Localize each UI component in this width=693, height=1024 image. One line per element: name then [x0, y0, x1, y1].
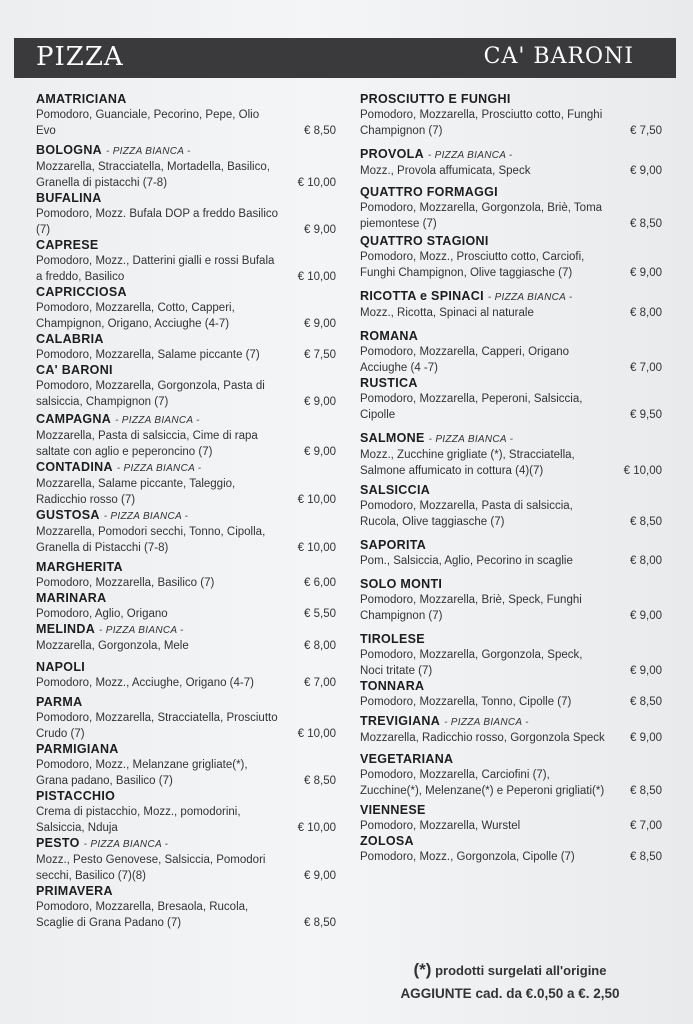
- menu-item: [36, 363, 336, 410]
- menu-item: [36, 591, 336, 622]
- frozen-star-marker: (*): [413, 960, 432, 979]
- item-description: Mozzarella, Stracciatella, Mortadella, Basilico, Granella di pistacchi (7-8): [36, 161, 270, 189]
- menu-item: [360, 483, 662, 530]
- frozen-note: [360, 960, 660, 980]
- item-price: € 10,00: [297, 542, 336, 554]
- item-description: Pomodoro, Mozzarella, Wurstel: [360, 820, 521, 832]
- pizza-bianca-tag: - PIZZA BIANCA -: [99, 625, 184, 636]
- item-name: SOLO MONTI: [360, 577, 443, 591]
- item-name-line: [36, 508, 336, 524]
- item-price: € 9,00: [304, 446, 336, 458]
- menu-item: [360, 752, 662, 799]
- item-description: Pomodoro, Mozz., Melanzane grigliate(*), Grana padano, Basilico (7): [36, 759, 248, 787]
- menu-item: [36, 285, 336, 332]
- item-description: Pomodoro, Mozzarella, Carciofini (7), Zucchine(*), Melenzane(*) e Peperoni grigliati(*): [360, 769, 605, 797]
- menu-item: [360, 147, 662, 179]
- item-name-line: [36, 460, 336, 476]
- item-name-line: [360, 483, 662, 498]
- item-description: Pomodoro, Mozz., Gorgonzola, Cipolle (7): [360, 851, 575, 863]
- item-description: Mozzarella, Radicchio rosso, Gorgonzola Speck: [360, 732, 605, 744]
- item-description: Pomodoro, Mozzarella, Capperi, Origano Acciughe (4 -7): [360, 346, 570, 374]
- item-description: Pomodoro, Mozzarella, Gorgonzola, Briè, Toma piemontese (7): [360, 202, 603, 230]
- item-price: € 7,00: [630, 362, 662, 374]
- item-name: CAPRESE: [36, 238, 99, 252]
- item-description: Pomodoro, Mozz. Bufala DOP a freddo Basilico (7): [36, 208, 279, 236]
- menu-item: [36, 560, 336, 591]
- item-description: Pomodoro, Mozzarella, Salame piccante (7): [36, 349, 260, 361]
- pizza-bianca-tag: - PIZZA BIANCA -: [106, 146, 191, 157]
- item-name-line: [360, 289, 662, 305]
- item-price: € 7,50: [304, 349, 336, 361]
- item-name: BUFALINA: [36, 191, 102, 205]
- menu-item: [360, 329, 662, 376]
- item-name: VIENNESE: [360, 803, 426, 817]
- item-name: PISTACCHIO: [36, 789, 116, 803]
- item-name: CAMPAGNA: [36, 412, 112, 426]
- item-description: Pomodoro, Mozzarella, Gorgonzola, Pasta di salsiccia, Champignon (7): [36, 380, 265, 408]
- item-price: € 9,00: [304, 224, 336, 236]
- item-name-line: [36, 789, 336, 804]
- menu-item: [36, 191, 336, 238]
- menu-header: [14, 38, 676, 78]
- item-description: Pomodoro, Mozzarella, Tonno, Cipolle (7): [360, 696, 572, 708]
- item-price: € 10,00: [297, 728, 336, 740]
- item-price: € 9,00: [630, 610, 662, 622]
- item-name-line: [360, 92, 662, 107]
- item-name-line: [360, 376, 662, 391]
- item-price: € 8,50: [630, 696, 662, 708]
- item-price: € 8,50: [304, 775, 336, 787]
- item-description: Mozzarella, Gorgonzola, Mele: [36, 640, 189, 652]
- item-name-line: [36, 695, 336, 710]
- item-price: € 8,50: [304, 917, 336, 929]
- item-name: ROMANA: [360, 329, 419, 343]
- item-price: € 5,50: [304, 608, 336, 620]
- pizza-bianca-tag: - PIZZA BIANCA -: [487, 292, 573, 303]
- item-name-line: [360, 803, 662, 818]
- item-price: € 9,00: [630, 165, 662, 177]
- item-price: € 7,50: [630, 125, 662, 137]
- item-description: Pomodoro, Mozzarella, Cotto, Capperi, Champignon, Origano, Acciughe (4-7): [36, 302, 235, 330]
- item-name: TONNARA: [360, 679, 425, 693]
- item-name: MARINARA: [36, 591, 107, 605]
- item-price: € 10,00: [623, 465, 662, 477]
- menu-item: [36, 92, 336, 139]
- item-description: Pomodoro, Mozzarella, Gorgonzola, Speck, Noci tritate (7): [360, 649, 583, 677]
- item-name-line: [36, 412, 336, 428]
- item-name-line: [36, 742, 336, 757]
- item-name: RUSTICA: [360, 376, 418, 390]
- menu-item: [360, 289, 662, 321]
- item-name: MELINDA: [36, 622, 96, 636]
- item-price: € 8,50: [630, 218, 662, 230]
- menu-item: [36, 836, 336, 884]
- item-description: Pomodoro, Mozzarella, Basilico (7): [36, 577, 215, 589]
- pizza-bianca-tag: - PIZZA BIANCA -: [115, 415, 200, 426]
- menu-item: [360, 679, 662, 710]
- item-name: PRIMAVERA: [36, 884, 113, 898]
- pizza-bianca-tag: - PIZZA BIANCA -: [444, 717, 529, 728]
- item-description: Pomodoro, Mozzarella, Bresaola, Rucola, Scaglie di Grana Padano (7): [36, 901, 249, 929]
- item-name: QUATTRO STAGIONI: [360, 234, 489, 248]
- item-name-line: [36, 285, 336, 300]
- item-name: BOLOGNA: [36, 143, 102, 157]
- item-name: NAPOLI: [36, 660, 86, 674]
- menu-item: [360, 803, 662, 834]
- item-name: TREVIGIANA: [360, 714, 441, 728]
- item-name: VEGETARIANA: [360, 752, 454, 766]
- item-name: CA' BARONI: [36, 363, 113, 377]
- item-name: ZOLOSA: [360, 834, 414, 848]
- item-name: CAPRICCIOSA: [36, 285, 127, 299]
- menu-item: [36, 660, 336, 691]
- item-price: € 8,50: [630, 516, 662, 528]
- item-description: Pomodoro, Mozzarella, Prosciutto cotto, Funghi Champignon (7): [360, 109, 603, 137]
- item-description: Pomodoro, Mozzarella, Pasta di salsiccia, Rucola, Olive taggiasche (7): [360, 500, 573, 528]
- item-description: Mozzarella, Pasta di salsiccia, Cime di rapa saltate con aglio e peperoncino (7): [36, 430, 258, 458]
- item-name: PESTO: [36, 836, 80, 850]
- item-price: € 9,00: [630, 267, 662, 279]
- item-name-line: [360, 679, 662, 694]
- item-name-line: [360, 834, 662, 849]
- item-name-line: [36, 92, 336, 107]
- item-price: € 8,00: [630, 307, 662, 319]
- item-description: Crema di pistacchio, Mozz., pomodorini, Salsiccia, Nduja: [36, 806, 241, 834]
- menu-item: [36, 332, 336, 363]
- item-description: Pomodoro, Aglio, Origano: [36, 608, 168, 620]
- pizza-bianca-tag: - PIZZA BIANCA -: [83, 839, 169, 850]
- item-name-line: [36, 836, 336, 852]
- item-price: € 9,00: [304, 870, 336, 882]
- item-price: € 9,00: [304, 318, 336, 330]
- item-name-line: [360, 234, 662, 249]
- item-name-line: [360, 147, 662, 163]
- menu-title: PIZZA: [36, 42, 124, 72]
- item-description: Mozzarella, Pomodori secchi, Tonno, Cipolla, Granella di Pistacchi (7-8): [36, 526, 266, 554]
- item-name-line: [360, 577, 662, 592]
- item-price: € 10,00: [297, 271, 336, 283]
- item-price: € 8,50: [304, 125, 336, 137]
- pizza-bianca-tag: - PIZZA BIANCA -: [116, 463, 202, 474]
- item-description: Pomodoro, Mozzarella, Peperoni, Salsiccia, Cipolle: [360, 393, 583, 421]
- item-name-line: [360, 752, 662, 767]
- item-description: Mozz., Zucchine grigliate (*), Stracciatella, Salmone affumicato in cottura (4)(7): [360, 449, 575, 477]
- item-name: MARGHERITA: [36, 560, 123, 574]
- right-column: [360, 92, 662, 865]
- item-description: Pomodoro, Mozzarella, Briè, Speck, Funghi Champignon (7): [360, 594, 582, 622]
- item-price: € 6,00: [304, 577, 336, 589]
- item-name-line: [36, 591, 336, 606]
- pizza-bianca-tag: - PIZZA BIANCA -: [428, 434, 514, 445]
- item-price: € 8,50: [630, 785, 662, 797]
- item-description: Mozzarella, Salame piccante, Taleggio, Radicchio rosso (7): [36, 478, 236, 506]
- item-price: € 10,00: [297, 494, 336, 506]
- item-name-line: [36, 238, 336, 253]
- menu-item: [360, 431, 662, 479]
- item-name-line: [360, 329, 662, 344]
- item-name-line: [360, 538, 662, 553]
- menu-item: [36, 742, 336, 789]
- item-name: CALABRIA: [36, 332, 104, 346]
- item-name-line: [36, 622, 336, 638]
- item-name-line: [360, 431, 662, 447]
- left-column: [36, 92, 336, 931]
- item-name: PROVOLA: [360, 147, 424, 161]
- item-name: SAPORITA: [360, 538, 427, 552]
- frozen-note-text: prodotti surgelati all'origine: [435, 963, 607, 978]
- menu-item: [36, 143, 336, 191]
- item-price: € 10,00: [297, 822, 336, 834]
- item-price: € 8,00: [630, 555, 662, 567]
- menu-item: [360, 714, 662, 746]
- item-name-line: [36, 191, 336, 206]
- restaurant-brand: CA' BARONI: [483, 44, 634, 69]
- item-name-line: [360, 714, 662, 730]
- menu-item: [360, 632, 662, 679]
- item-name-line: [360, 185, 662, 200]
- item-price: € 7,00: [304, 677, 336, 689]
- item-name-line: [36, 560, 336, 575]
- item-price: € 9,00: [304, 396, 336, 408]
- pizza-bianca-tag: - PIZZA BIANCA -: [427, 150, 513, 161]
- menu-item: [36, 412, 336, 460]
- menu-item: [36, 622, 336, 654]
- item-price: € 9,50: [630, 409, 662, 421]
- item-description: Pom., Salsiccia, Aglio, Pecorino in scaglie: [360, 555, 573, 567]
- item-name: PARMA: [36, 695, 83, 709]
- item-price: € 8,00: [304, 640, 336, 652]
- item-description: Pomodoro, Mozzarella, Stracciatella, Prosciutto Crudo (7): [36, 712, 278, 740]
- item-description: Pomodoro, Mozz., Datterini gialli e rossi Bufala a freddo, Basilico: [36, 255, 275, 283]
- item-description: Mozz., Ricotta, Spinaci al naturale: [360, 307, 534, 319]
- item-price: € 8,50: [630, 851, 662, 863]
- menu-item: [36, 789, 336, 836]
- item-name: QUATTRO FORMAGGI: [360, 185, 498, 199]
- item-name-line: [36, 884, 336, 899]
- menu-item: [360, 185, 662, 232]
- item-name: AMATRICIANA: [36, 92, 127, 106]
- menu-item: [36, 460, 336, 508]
- menu-item: [36, 508, 336, 556]
- item-name: SALMONE: [360, 431, 425, 445]
- item-name-line: [360, 632, 662, 647]
- item-name-line: [36, 332, 336, 347]
- item-description: Pomodoro, Mozz., Acciughe, Origano (4-7): [36, 677, 254, 689]
- item-price: € 9,00: [630, 665, 662, 677]
- item-name: SALSICCIA: [360, 483, 431, 497]
- item-name: GUSTOSA: [36, 508, 100, 522]
- menu-item: [36, 695, 336, 742]
- item-price: € 7,00: [630, 820, 662, 832]
- item-price: € 9,00: [630, 732, 662, 744]
- item-name-line: [36, 363, 336, 378]
- menu-item: [36, 884, 336, 931]
- item-name: PROSCIUTTO E FUNGHI: [360, 92, 511, 106]
- item-name: PARMIGIANA: [36, 742, 119, 756]
- item-description: Mozz., Provola affumicata, Speck: [360, 165, 531, 177]
- item-name-line: [36, 660, 336, 675]
- menu-item: [360, 92, 662, 139]
- menu-item: [360, 376, 662, 423]
- item-description: Pomodoro, Mozz., Prosciutto cotto, Carciofi, Funghi Champignon, Olive taggiasche (7): [360, 251, 585, 279]
- additions-note: AGGIUNTE cad. da €.0,50 a €. 2,50: [400, 986, 620, 1001]
- item-description: Mozz., Pesto Genovese, Salsiccia, Pomodori secchi, Basilico (7)(8): [36, 854, 266, 882]
- item-description: Pomodoro, Guanciale, Pecorino, Pepe, Olio Evo: [36, 109, 260, 137]
- item-name: RICOTTA e SPINACI: [360, 289, 484, 303]
- menu-item: [360, 234, 662, 281]
- pizza-bianca-tag: - PIZZA BIANCA -: [103, 511, 189, 522]
- menu-item: [360, 577, 662, 624]
- menu-item: [36, 238, 336, 285]
- item-name: CONTADINA: [36, 460, 113, 474]
- item-name: TIROLESE: [360, 632, 425, 646]
- item-price: € 10,00: [297, 177, 336, 189]
- menu-item: [360, 834, 662, 865]
- item-name-line: [36, 143, 336, 159]
- menu-item: [360, 538, 662, 569]
